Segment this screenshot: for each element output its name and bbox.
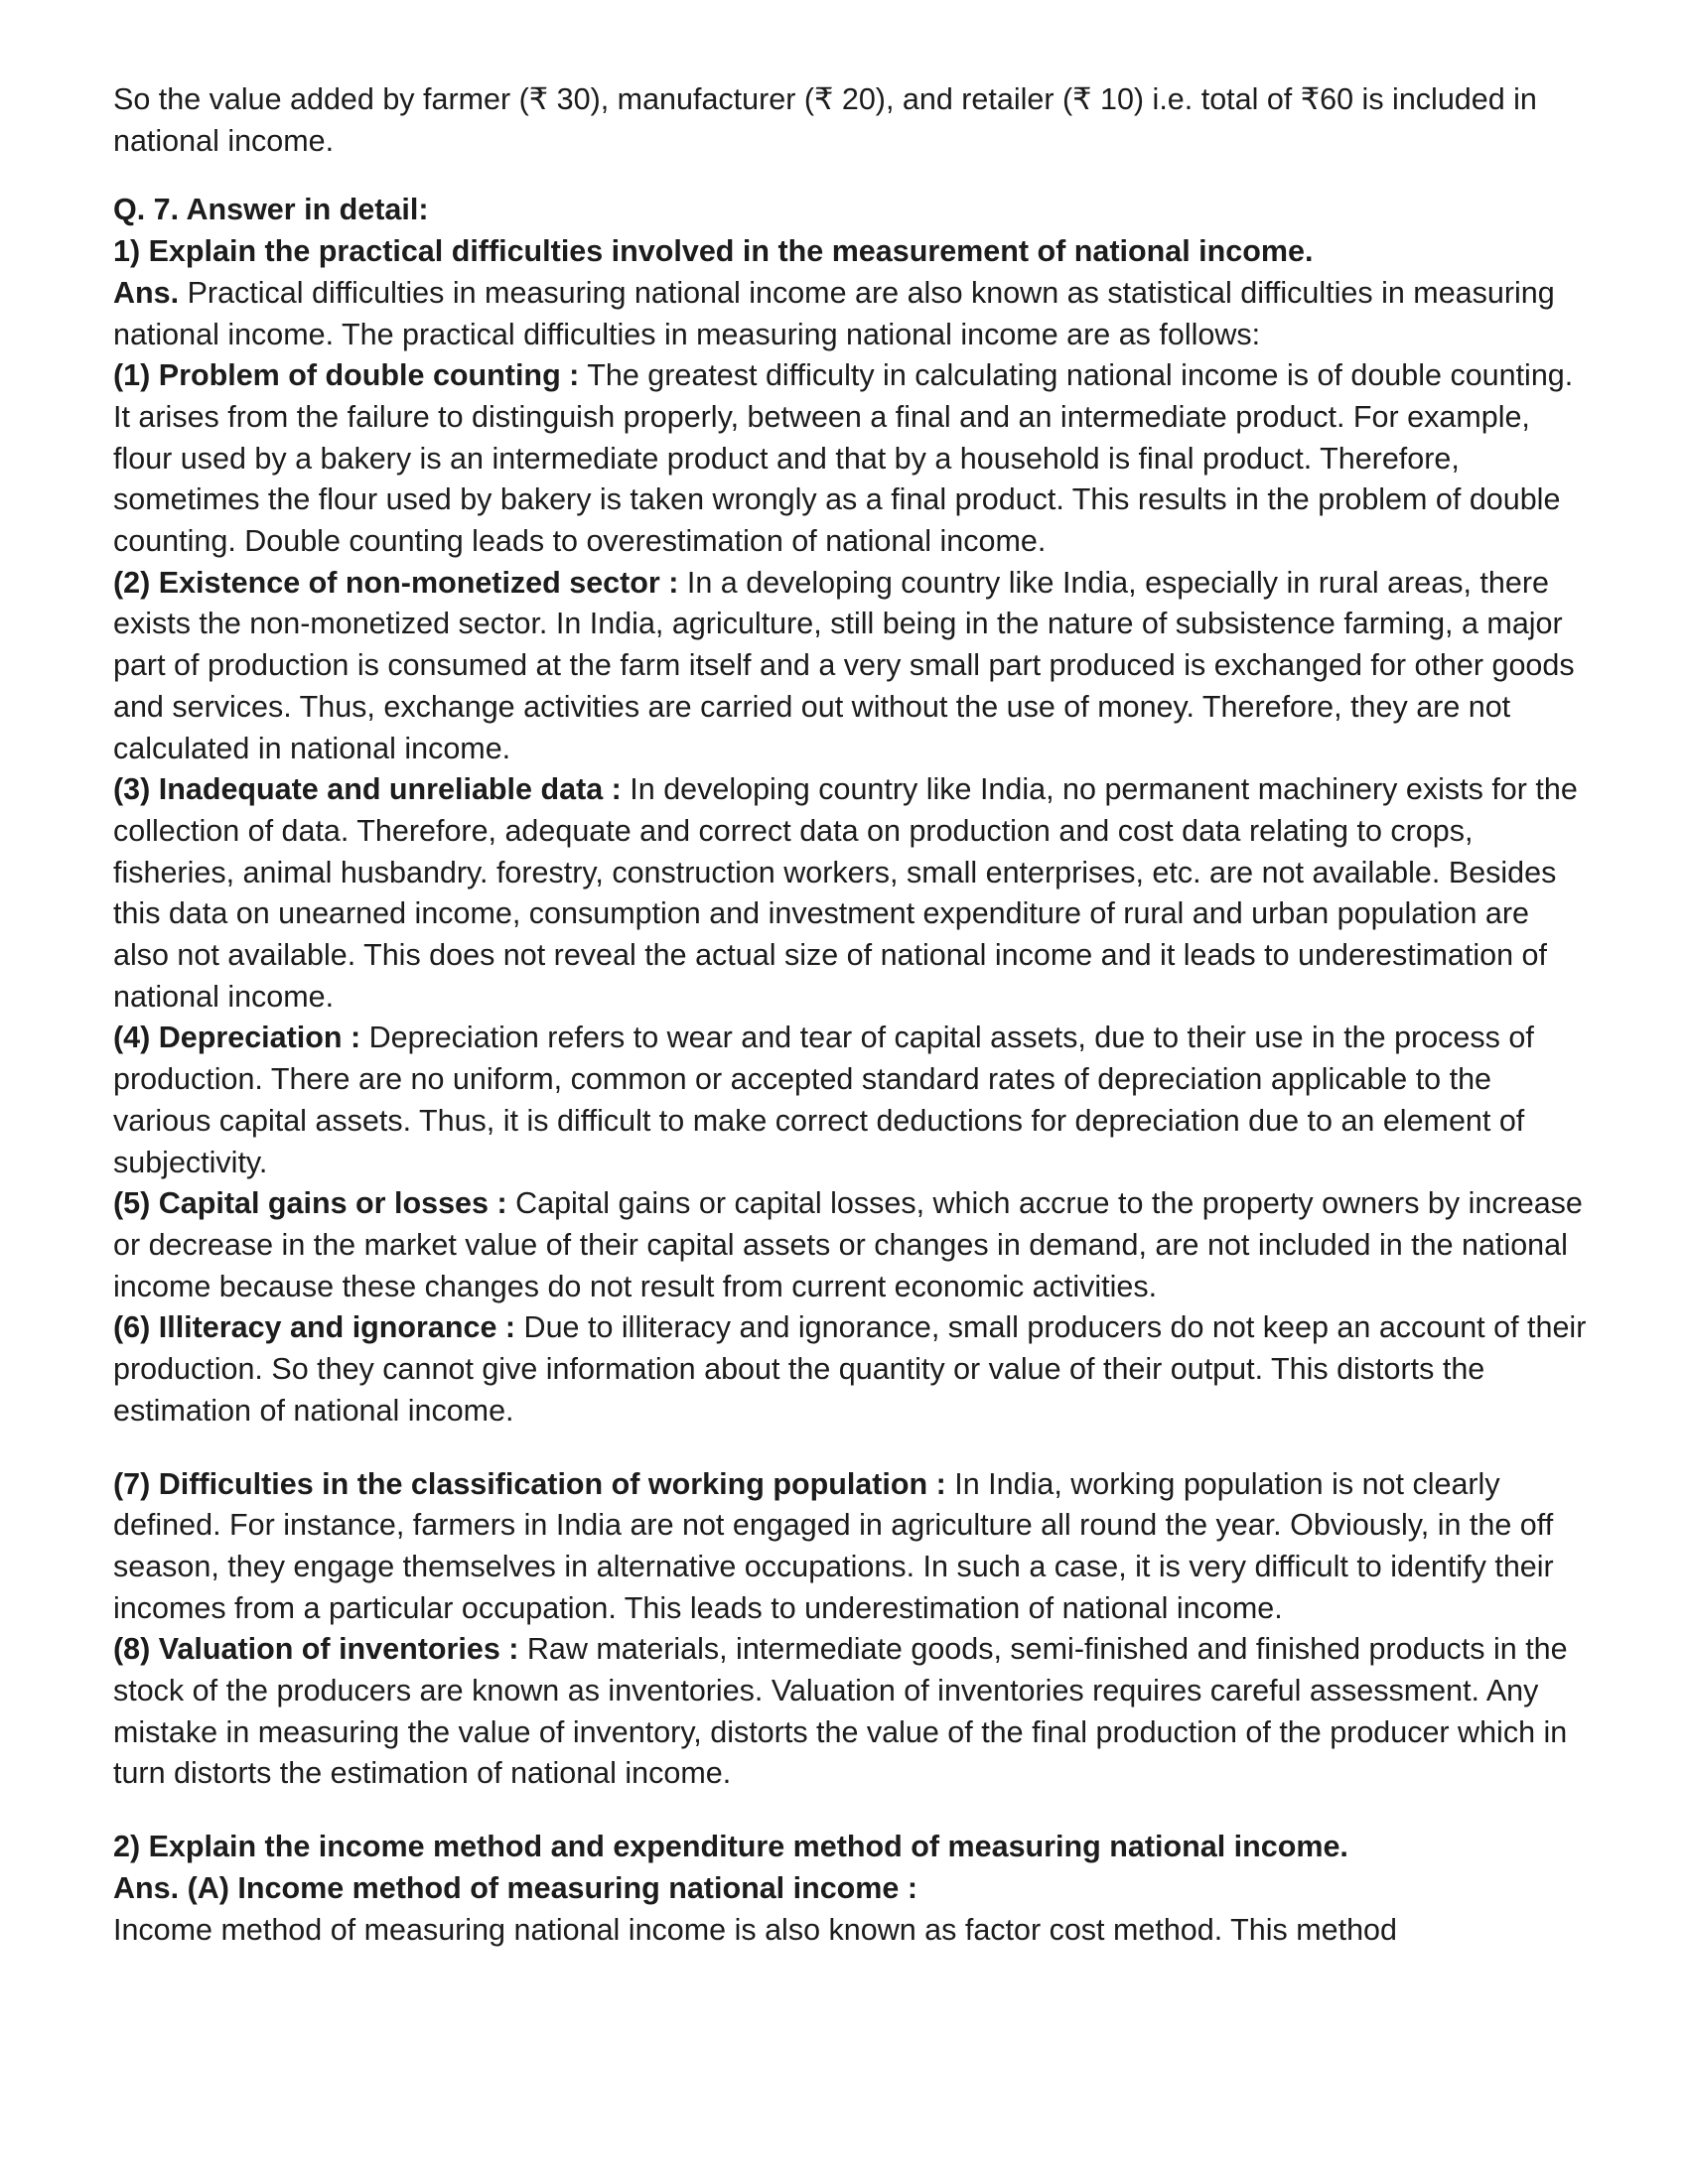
point-6-text: Due to illiteracy and ignorance, small producers do not keep an account of their production. So they cannot give information about the quantity or value of their output. This distorts the estimation of national income. bbox=[113, 1310, 1587, 1428]
point-7-text: In India, working population is not clearly defined. For instance, farmers in India are not engaged in agriculture all round the year. Obviously, in the off season, they engage themselves in alternative occupations. In such a case, it is very difficult to identify their incomes from a particular occupation. This leads to underestimation of national income. bbox=[113, 1466, 1554, 1625]
answer-2-heading: Ans. (A) Income method of measuring national income : bbox=[113, 1870, 918, 1905]
point-1 bbox=[113, 355, 1593, 563]
point-5 bbox=[113, 1183, 1593, 1307]
point-7 bbox=[113, 1464, 1593, 1630]
point-5-text: Capital gains or capital losses, which accrue to the property owners by increase or decrease in the market value of their capital assets or changes in demand, are not included in the national income because these changes do not result from current economic activities. bbox=[113, 1186, 1583, 1303]
point-4-title: (4) Depreciation : bbox=[113, 1021, 361, 1055]
point-4 bbox=[113, 1018, 1593, 1183]
point-1-title: (1) Problem of double counting : bbox=[113, 358, 580, 393]
q7-heading: Q. 7. Answer in detail: bbox=[113, 193, 429, 227]
answer-1-intro bbox=[113, 273, 1593, 355]
answer-1-intro-text: Practical difficulties in measuring national income are also known as statistical difficulties in measuring national income. The practical difficulties in measuring national income are as follows: bbox=[113, 275, 1555, 351]
document-page bbox=[113, 79, 1593, 1951]
question-1: 1) Explain the practical difficulties involved in the measurement of national income. bbox=[113, 234, 1314, 269]
point-2-title: (2) Existence of non-monetized sector : bbox=[113, 565, 679, 600]
point-1-text: The greatest difficulty in calculating national income is of double counting. It arises from the failure to distinguish properly, between a final and an intermediate product. For example, flour used by a bakery is an intermediate product and that by a household is final product. Therefore, sometimes the flour used by bakery is taken wrongly as a final product. This results in the problem of double counting. Double counting leads to overestimation of national income. bbox=[113, 358, 1574, 559]
question-2: 2) Explain the income method and expenditure method of measuring national income. bbox=[113, 1830, 1348, 1864]
point-7-title: (7) Difficulties in the classification of working population : bbox=[113, 1466, 946, 1501]
point-6 bbox=[113, 1307, 1593, 1432]
ans-label: Ans. bbox=[113, 275, 180, 310]
point-4-text: Depreciation refers to wear and tear of capital assets, due to their use in the process of production. There are no uniform, common or accepted standard rates of depreciation applicable to the various capital assets. Thus, it is difficult to make correct deductions for depreciation due to an element of subjectivity. bbox=[113, 1021, 1534, 1179]
point-3-text: In developing country like India, no permanent machinery exists for the collection of data. Therefore, adequate and correct data on production and cost data relating to crops, fisheries, animal husbandry. forestry, construction workers, small enterprises, etc. are not available. Besides this data on unearned income, consumption and investment expenditure of rural and urban population are also not available. This does not reveal the actual size of national income and it leads to underestimation of national income. bbox=[113, 772, 1578, 1014]
point-6-title: (6) Illiteracy and ignorance : bbox=[113, 1310, 516, 1345]
point-3 bbox=[113, 769, 1593, 1018]
point-5-title: (5) Capital gains or losses : bbox=[113, 1186, 507, 1221]
answer-2-text: Income method of measuring national income is also known as factor cost method. This method bbox=[113, 1912, 1397, 1947]
point-3-title: (3) Inadequate and unreliable data : bbox=[113, 772, 622, 807]
point-8-text: Raw materials, intermediate goods, semi-finished and finished products in the stock of the producers are known as inventories. Valuation of inventories requires careful assessment. Any mistake in measuring the value of inventory, distorts the value of the final production of the producer which in turn distorts the estimation of national income. bbox=[113, 1632, 1568, 1791]
point-2 bbox=[113, 563, 1593, 770]
point-8-title: (8) Valuation of inventories : bbox=[113, 1632, 519, 1667]
point-2-text: In a developing country like India, especially in rural areas, there exists the non-monetized sector. In India, agriculture, still being in the nature of subsistence farming, a major part of production is consumed at the farm itself and a very small part produced is exchanged for other goods and services. Thus, exchange activities are carried out without the use of money. Therefore, they are not calculated in national income. bbox=[113, 565, 1575, 765]
intro-paragraph: So the value added by farmer (₹ 30), manufacturer (₹ 20), and retailer (₹ 10) i.e. total of ₹60 is included in national income. bbox=[113, 82, 1537, 158]
point-8 bbox=[113, 1629, 1593, 1795]
